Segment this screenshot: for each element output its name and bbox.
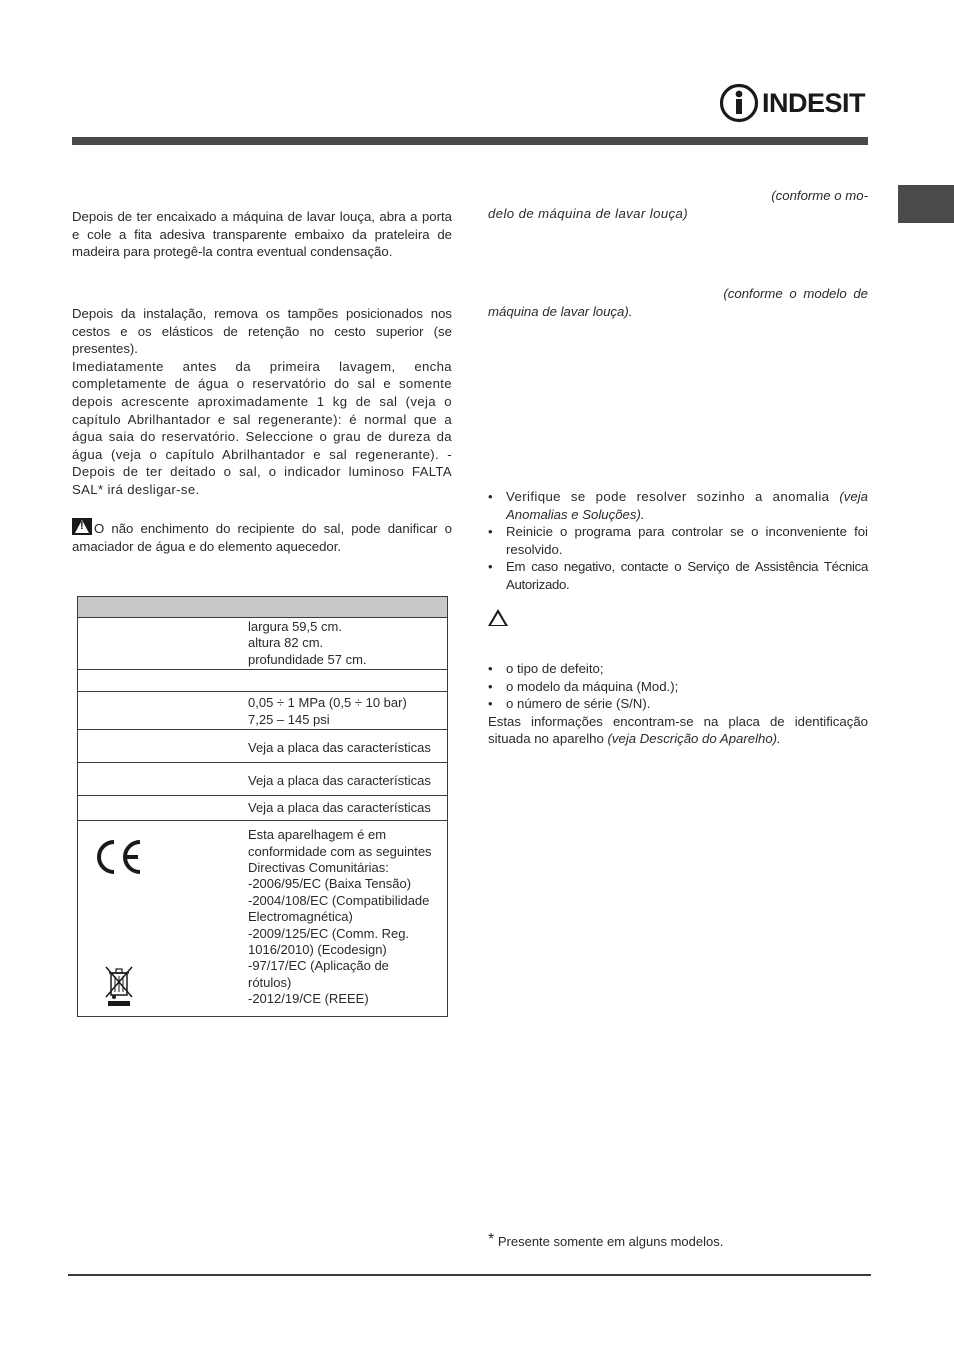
model-note-2 — [488, 285, 868, 320]
table-row — [78, 692, 448, 730]
troubleshooting-steps — [488, 488, 868, 594]
remove-caps-text: Depois da instalação, remova os tampões posicionados nos cestos e os elásticos de retenção no cesto superior (se presentes). — [72, 306, 452, 357]
compliance-line: -2009/125/EC (Comm. Reg. — [248, 925, 410, 941]
header-bar — [72, 137, 868, 145]
table-key-cell — [78, 796, 249, 821]
compliance-line: rótulos) — [248, 974, 292, 990]
info-location-text: Estas informações encontram-se na placa de identificação situada no aparelho (veja Descrição do Aparelho). — [488, 713, 868, 747]
fuse-cell — [248, 796, 448, 821]
voltage-value: Veja a placa das características — [248, 739, 431, 755]
model-note-1-line-b: delo de máquina de lavar louça) — [488, 205, 689, 221]
power-cell — [248, 763, 448, 796]
compliance-icons-cell — [78, 821, 249, 1017]
capacity-cell — [248, 670, 448, 692]
compliance-line: -2012/19/CE (REEE) — [248, 991, 369, 1007]
compliance-line: 1016/2010) (Ecodesign) — [248, 942, 387, 958]
warning-icon — [488, 609, 508, 626]
list-item: • o tipo de defeito; — [488, 660, 868, 678]
table-key-cell — [78, 692, 249, 730]
service-warning-icon — [488, 609, 508, 631]
first-use-section — [72, 305, 452, 499]
compliance-line: -2004/108/EC (Compatibilidade — [248, 892, 430, 908]
installation-text: Depois de ter encaixado a máquina de lavar louça, abra a porta e cole a fita adesiva transparente embaixo da prateleira de madeira para protegê-la contra eventual condensação. — [72, 209, 452, 260]
compliance-line: conformidade com as seguintes — [248, 843, 432, 859]
voltage-cell — [248, 730, 448, 763]
table-row — [78, 821, 448, 1017]
model-note-1-line-a: (conforme o mo- — [771, 188, 868, 203]
dimension-width: largura 59,5 cm. — [248, 619, 342, 634]
table-row — [78, 796, 448, 821]
footnote-star: * — [488, 1231, 495, 1248]
compliance-line: -97/17/EC (Aplicação de — [248, 958, 389, 974]
brand-name: INDESIT — [762, 88, 866, 118]
list-item: • o modelo da máquina (Mod.); — [488, 678, 868, 696]
footer-rule — [68, 1274, 871, 1276]
salt-warning — [72, 518, 452, 555]
indesit-logo — [718, 82, 870, 124]
table-row — [78, 730, 448, 763]
model-note-2-line-a: (conforme o modelo de — [723, 286, 868, 301]
list-item: • Reinicie o programa para controlar se o inconveniente foi resolvido. — [488, 523, 868, 558]
table-key-cell — [78, 618, 249, 670]
model-note-2-line-b: máquina de lavar louça). — [488, 303, 633, 319]
power-value: Veja a placa das características — [248, 772, 431, 788]
table-row — [78, 763, 448, 796]
technical-specs-table — [77, 596, 448, 1017]
indesit-logo-icon — [718, 82, 762, 124]
pressure-mpa: 0,05 ÷ 1 MPa (0,5 ÷ 10 bar) — [248, 695, 407, 711]
fuse-value: Veja a placa das características — [248, 799, 431, 815]
dimensions-cell — [248, 618, 448, 670]
list-item: • o número de série (S/N). — [488, 695, 868, 713]
footnote-text: Presente somente em alguns modelos. — [497, 1234, 724, 1249]
table-header-row — [78, 597, 448, 618]
table-header-cell — [78, 597, 448, 618]
dimension-height: altura 82 cm. — [248, 635, 324, 651]
dimension-depth: profundidade 57 cm. — [248, 651, 367, 667]
model-note-1 — [488, 187, 868, 222]
salt-warning-text: O não enchimento do recipiente do sal, pode danificar o amaciador de água e do elemento aquecedor. — [72, 521, 452, 554]
installation-paragraph — [72, 208, 452, 261]
compliance-line: Esta aparelhagem é em — [248, 827, 387, 843]
weee-bin-icon — [104, 965, 134, 1007]
troubleshooting-list — [488, 488, 868, 594]
compliance-line: -2006/95/EC (Baixa Tensão) — [248, 876, 412, 892]
salt-instructions-text: Imediatamente antes da primeira lavagem, encha completamente de água o reservatório do sal e somente depois acrescente aproximadamente 1 kg de sal (veja o capítulo Abrilhantador e sal regenerante): é normal que a água saia do reservatório. Seleccione o grau de dureza da água (veja o capítulo Abrilhantador e sal regenerante). - Depois de ter deitado o sal, o indicador luminoso FALTA SAL* irá desligar-se. — [72, 358, 452, 497]
language-side-tab — [898, 185, 954, 223]
pressure-psi: 7,25 – 145 psi — [248, 711, 330, 727]
compliance-line: Electromagnética) — [248, 909, 353, 925]
compliance-line: Directivas Comunitárias: — [248, 860, 389, 876]
compliance-cell — [248, 821, 448, 1017]
table-key-cell — [78, 670, 249, 692]
service-info — [488, 660, 868, 748]
service-info-list — [488, 660, 868, 713]
table-key-cell — [78, 763, 249, 796]
ce-mark-icon — [92, 837, 144, 877]
footnote — [488, 1231, 723, 1251]
table-key-cell — [78, 730, 249, 763]
water-pressure-cell — [248, 692, 448, 730]
list-item: • Verifique se pode resolver sozinho a anomalia (veja Anomalias e Soluções). — [488, 488, 868, 523]
table-row — [78, 670, 448, 692]
table-row — [78, 618, 448, 670]
warning-icon — [72, 518, 92, 535]
list-item: • Em caso negativo, contacte o Serviço de Assistência Técnica Autorizado. — [488, 558, 868, 593]
